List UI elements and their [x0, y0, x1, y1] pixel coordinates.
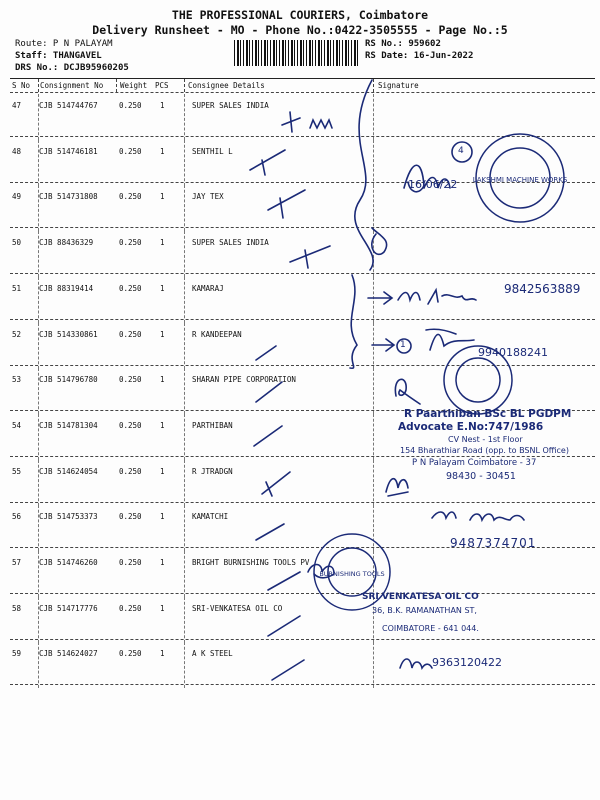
row-consignment-no: CJB 88436329	[39, 238, 94, 247]
signature-stroke	[355, 80, 373, 270]
signature-stroke	[372, 228, 387, 254]
row-consignment-no: CJB 514624027	[39, 649, 98, 658]
row-consignee: A K STEEL	[192, 649, 233, 658]
row-sno: 54	[12, 421, 22, 430]
svg-text:LAKSHMI MACHINE WORKS: LAKSHMI MACHINE WORKS	[472, 176, 568, 184]
row-weight: 0.250	[119, 238, 142, 247]
row-pcs: 1	[160, 558, 165, 567]
tick-mark	[254, 426, 282, 446]
row-pcs: 1	[160, 330, 165, 339]
rs-date: RS Date: 16-Jun-2022	[365, 51, 474, 61]
route-label: Route: P N PALAYAM	[15, 39, 113, 49]
row-consignee: SENTHIL L	[192, 147, 233, 156]
row-sno: 53	[12, 375, 22, 384]
row-weight: 0.250	[119, 192, 142, 201]
handwritten-phone-56: 9487374701	[450, 536, 537, 550]
oil-stamp-address-1: 36, B.K. RAMANATHAN ST,	[372, 606, 477, 615]
row-consignment-no: CJB 88319414	[39, 284, 94, 293]
signature-53	[395, 379, 420, 404]
row-consignment-no: CJB 514781304	[39, 421, 98, 430]
col-weight: Weight	[120, 81, 148, 90]
handwritten-phone-59: 9363120422	[432, 656, 502, 669]
tick-mark	[268, 190, 305, 218]
handwritten-phone-51: 9842563889	[504, 282, 581, 296]
tick-mark	[256, 346, 276, 360]
row-weight: 0.250	[119, 421, 142, 430]
staff-label: Staff: THANGAVEL	[15, 51, 102, 61]
row-consignment-no: CJB 514746181	[39, 147, 98, 156]
col-consignment: Consignment No	[40, 81, 104, 90]
row-pcs: 1	[160, 192, 165, 201]
runsheet-subtitle: Delivery Runsheet - MO - Phone No.:0422-3505555 - Page No.:5	[92, 23, 508, 37]
row-sno: 52	[12, 330, 22, 339]
circled-number-52: 1	[400, 340, 406, 350]
row-sno: 58	[12, 604, 22, 613]
row-sno: 57	[12, 558, 22, 567]
signature-47	[310, 120, 332, 128]
row-pcs: 1	[160, 512, 165, 521]
handwritten-phone-52: 9940188241	[478, 346, 548, 359]
row-weight: 0.250	[119, 649, 142, 658]
row-pcs: 1	[160, 649, 165, 658]
tick-mark	[290, 246, 330, 268]
row-consignment-no: CJB 514717776	[39, 604, 98, 613]
row-consignee: SRI-VENKATESA OIL CO	[192, 604, 283, 613]
row-consignee: BRIGHT BURNISHING TOOLS PV	[192, 558, 310, 567]
col-sno: S No	[12, 81, 31, 90]
row-consignment-no: CJB 514746260	[39, 558, 98, 567]
tick-mark	[282, 112, 300, 132]
row-sno: 49	[12, 192, 22, 201]
drs-number: DRS No.: DCJB95960205	[15, 63, 129, 73]
lawyer-stamp-address-3: P N Palayam Coimbatore - 37	[412, 458, 537, 468]
row-consignee: R JTRADGN	[192, 467, 233, 476]
row-pcs: 1	[160, 238, 165, 247]
row-weight: 0.250	[119, 604, 142, 613]
row-sno: 59	[12, 649, 22, 658]
col-pcs: PCS	[155, 81, 169, 90]
row-pcs: 1	[160, 284, 165, 293]
row-consignment-no: CJB 514731808	[39, 192, 98, 201]
lawyer-stamp-address-2: 154 Bharathiar Road (opp. to BSNL Office)	[400, 446, 569, 455]
arrow-stroke	[372, 339, 394, 351]
lawyer-stamp-phone: 98430 - 30451	[446, 471, 516, 482]
row-weight: 0.250	[119, 375, 142, 384]
row-sno: 56	[12, 512, 22, 521]
tick-mark	[272, 660, 304, 680]
handwritten-date: 16/06/22	[408, 178, 458, 191]
row-sno: 51	[12, 284, 22, 293]
row-weight: 0.250	[119, 284, 142, 293]
signature-52	[426, 329, 474, 350]
row-sno: 47	[12, 101, 22, 110]
tick-mark	[268, 572, 300, 590]
svg-text:BURNISHING TOOLS: BURNISHING TOOLS	[319, 570, 385, 578]
lawyer-stamp-title: Advocate E.No:747/1986	[398, 421, 544, 433]
signature-51	[398, 290, 476, 304]
signature-55	[386, 479, 408, 496]
row-consignee: KAMARAJ	[192, 284, 224, 293]
row-sno: 50	[12, 238, 22, 247]
row-consignee: SHARAN PIPE CORPORATION	[192, 375, 296, 384]
arrow-stroke	[368, 292, 392, 304]
row-consignee: JAY TEX	[192, 192, 224, 201]
row-consignee: SUPER SALES INDIA	[192, 238, 269, 247]
row-weight: 0.250	[119, 330, 142, 339]
machine-works-stamp	[473, 134, 568, 222]
row-weight: 0.250	[119, 101, 142, 110]
row-pcs: 1	[160, 375, 165, 384]
row-pcs: 1	[160, 604, 165, 613]
row-weight: 0.250	[119, 512, 142, 521]
circled-number-48: 4	[458, 146, 464, 156]
col-signature: Signature	[378, 81, 419, 90]
row-consignment-no: CJB 514753373	[39, 512, 98, 521]
tick-mark	[250, 150, 285, 175]
row-consignee: R KANDEEPAN	[192, 330, 242, 339]
bracket-stroke	[350, 275, 357, 368]
rs-number: RS No.: 959602	[365, 39, 441, 49]
tick-mark	[268, 616, 300, 636]
lawyer-stamp-address-1: CV Nest - 1st Floor	[448, 435, 523, 444]
tick-mark	[256, 382, 282, 402]
row-consignee: SUPER SALES INDIA	[192, 101, 269, 110]
row-sno: 55	[12, 467, 22, 476]
oil-stamp-name: SRI VENKATESA OIL CO	[362, 592, 479, 602]
row-consignment-no: CJB 514744767	[39, 101, 98, 110]
row-consignee: KAMATCHI	[192, 512, 229, 521]
row-consignment-no: CJB 514796780	[39, 375, 98, 384]
lawyer-stamp-name: R Paarthiban BSc BL PGDPM	[404, 408, 572, 420]
row-weight: 0.250	[119, 147, 142, 156]
tick-mark	[256, 524, 284, 540]
row-pcs: 1	[160, 147, 165, 156]
row-sno: 48	[12, 147, 22, 156]
row-consignment-no: CJB 514330861	[39, 330, 98, 339]
row-weight: 0.250	[119, 558, 142, 567]
row-pcs: 1	[160, 421, 165, 430]
signature-59	[400, 659, 432, 668]
col-consignee: Consignee Details	[188, 81, 265, 90]
row-consignment-no: CJB 514624054	[39, 467, 98, 476]
row-consignee: PARTHIBAN	[192, 421, 233, 430]
tick-mark	[262, 472, 290, 496]
signature-56	[432, 512, 524, 520]
row-weight: 0.250	[119, 467, 142, 476]
oil-stamp-address-2: COIMBATORE - 641 044.	[382, 624, 479, 633]
row-pcs: 1	[160, 467, 165, 476]
row-pcs: 1	[160, 101, 165, 110]
runsheet-title: THE PROFESSIONAL COURIERS, Coimbatore	[171, 8, 429, 22]
